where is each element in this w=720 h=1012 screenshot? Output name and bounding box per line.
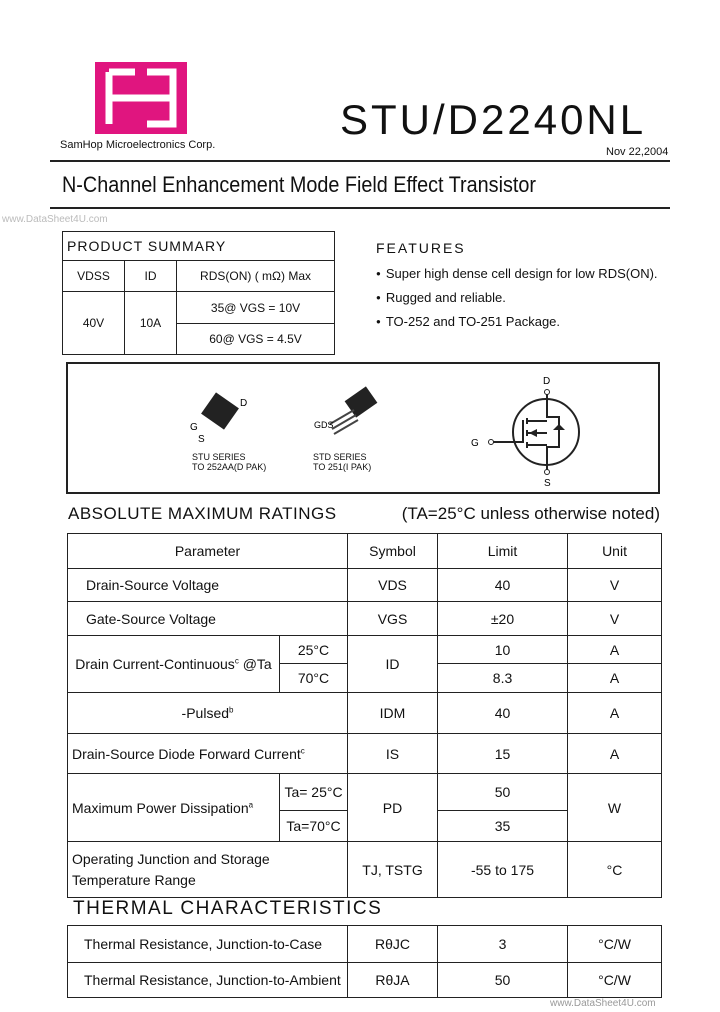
symbol: RθJA [348, 963, 438, 998]
param: Thermal Resistance, Junction-to-Case [68, 926, 348, 963]
table-row [68, 842, 662, 898]
product-summary-title: PRODUCT SUMMARY [63, 232, 335, 261]
caption-line: STU SERIES [192, 452, 246, 462]
limit: 50 [438, 774, 568, 811]
symbol: RθJC [348, 926, 438, 963]
svg-text:GDS: GDS [314, 420, 334, 430]
table-row [68, 774, 662, 811]
abs-max-title: ABSOLUTE MAXIMUM RATINGS [68, 504, 337, 523]
param: Thermal Resistance, Junction-to-Ambient [68, 963, 348, 998]
limit: 35 [438, 811, 568, 842]
divider [50, 160, 670, 162]
param-text: Drain-Source Diode Forward Current [72, 745, 301, 762]
table-row [68, 602, 662, 636]
header-vdss: VDSS [63, 261, 125, 292]
param [68, 636, 280, 693]
rds-value-10v: 35@ VGS = 10V [177, 292, 335, 324]
unit: A [568, 693, 662, 734]
caption-line: STD SERIES [313, 452, 367, 462]
param: Drain-Source Voltage [68, 569, 348, 602]
feature-item: ● Rugged and reliable. [376, 290, 658, 305]
col-header: Symbol [348, 534, 438, 569]
param-text: Drain Current-Continuous [75, 656, 235, 672]
footnote: b [229, 705, 234, 715]
svg-text:S: S [198, 434, 205, 445]
svg-text:S: S [544, 478, 551, 488]
limit: 10 [438, 636, 568, 664]
id-value: 10A [125, 292, 177, 355]
to251-package-icon [310, 384, 390, 444]
svg-text:D: D [543, 376, 551, 387]
unit: W [568, 774, 662, 842]
feature-item: ● Super high dense cell design for low RDS(ON). [376, 266, 658, 281]
std-series-caption [313, 452, 371, 472]
date: Nov 22,2004 [606, 146, 669, 158]
symbol: PD [348, 774, 438, 842]
svg-text:D: D [240, 398, 248, 409]
table-row [68, 926, 662, 963]
temp: 70°C [280, 664, 348, 693]
thermal-table [67, 925, 662, 998]
unit: °C/W [568, 926, 662, 963]
header-rds: RDS(ON) ( mΩ) Max [177, 261, 335, 292]
param [68, 774, 280, 842]
part-number: STU/D2240NL [340, 96, 647, 143]
param [68, 693, 348, 734]
samhop-logo [95, 62, 187, 134]
unit: V [568, 602, 662, 636]
footnote: a [248, 799, 254, 809]
table-row [68, 569, 662, 602]
limit: 8.3 [438, 664, 568, 693]
company-name: SamHop Microelectronics Corp. [60, 139, 216, 151]
stu-series-caption [192, 452, 266, 472]
limit: 15 [438, 734, 568, 774]
unit: A [568, 734, 662, 774]
unit: A [568, 636, 662, 664]
col-header: Unit [568, 534, 662, 569]
unit: V [568, 569, 662, 602]
product-summary-table [62, 231, 335, 355]
symbol: VGS [348, 602, 438, 636]
unit: °C/W [568, 963, 662, 998]
table-row [68, 693, 662, 734]
abs-max-ratings-table [67, 533, 662, 898]
divider [50, 207, 670, 209]
caption-line: TO 252AA(D PAK) [192, 462, 267, 472]
table-row [68, 734, 662, 774]
feature-item: ● TO-252 and TO-251 Package. [376, 314, 658, 329]
param [68, 842, 348, 898]
col-header: Parameter [68, 534, 348, 569]
features [376, 240, 658, 338]
symbol: ID [348, 636, 438, 693]
svg-text:G: G [190, 422, 198, 433]
limit: -55 to 175 [438, 842, 568, 898]
header-id: ID [125, 261, 177, 292]
param-text: -Pulsed [181, 705, 230, 721]
to252-package-icon [186, 388, 256, 448]
col-header: Limit [438, 534, 568, 569]
table-row [68, 636, 662, 664]
value: 3 [438, 926, 568, 963]
footnote: c [300, 745, 305, 755]
param-line: Temperature Range [72, 871, 196, 888]
footnote: c [234, 656, 239, 666]
temp: Ta= 25°C [280, 774, 348, 811]
document-title: N-Channel Enhancement Mode Field Effect Transistor [62, 172, 536, 197]
param-line: Operating Junction and Storage [72, 850, 270, 867]
abs-max-condition: (TA=25°C unless otherwise noted) [401, 504, 660, 523]
vdss-value: 40V [63, 292, 125, 355]
rds-value-4v5: 60@ VGS = 4.5V [177, 324, 335, 355]
temp: 25°C [280, 636, 348, 664]
limit: ±20 [438, 602, 568, 636]
symbol: TJ, TSTG [348, 842, 438, 898]
table-row [68, 963, 662, 998]
unit: A [568, 664, 662, 693]
svg-text:G: G [471, 438, 479, 449]
param: Gate-Source Voltage [68, 602, 348, 636]
limit: 40 [438, 693, 568, 734]
mosfet-symbol-icon [463, 372, 583, 488]
param [68, 734, 348, 774]
watermark: www.DataSheet4U.com [2, 214, 108, 225]
caption-line: TO 251(I PAK) [313, 462, 372, 472]
symbol: IDM [348, 693, 438, 734]
watermark: www.DataSheet4U.com [550, 998, 656, 1009]
thermal-title: THERMAL CHARACTERISTICS [73, 898, 383, 919]
symbol: VDS [348, 569, 438, 602]
symbol: IS [348, 734, 438, 774]
unit: °C [568, 842, 662, 898]
limit: 40 [438, 569, 568, 602]
value: 50 [438, 963, 568, 998]
temp: Ta=70°C [280, 811, 348, 842]
param-suffix: @Ta [238, 656, 272, 672]
param-text: Maximum Power Dissipation [72, 799, 249, 816]
package-box [66, 362, 660, 494]
features-title: FEATURES [376, 240, 466, 256]
